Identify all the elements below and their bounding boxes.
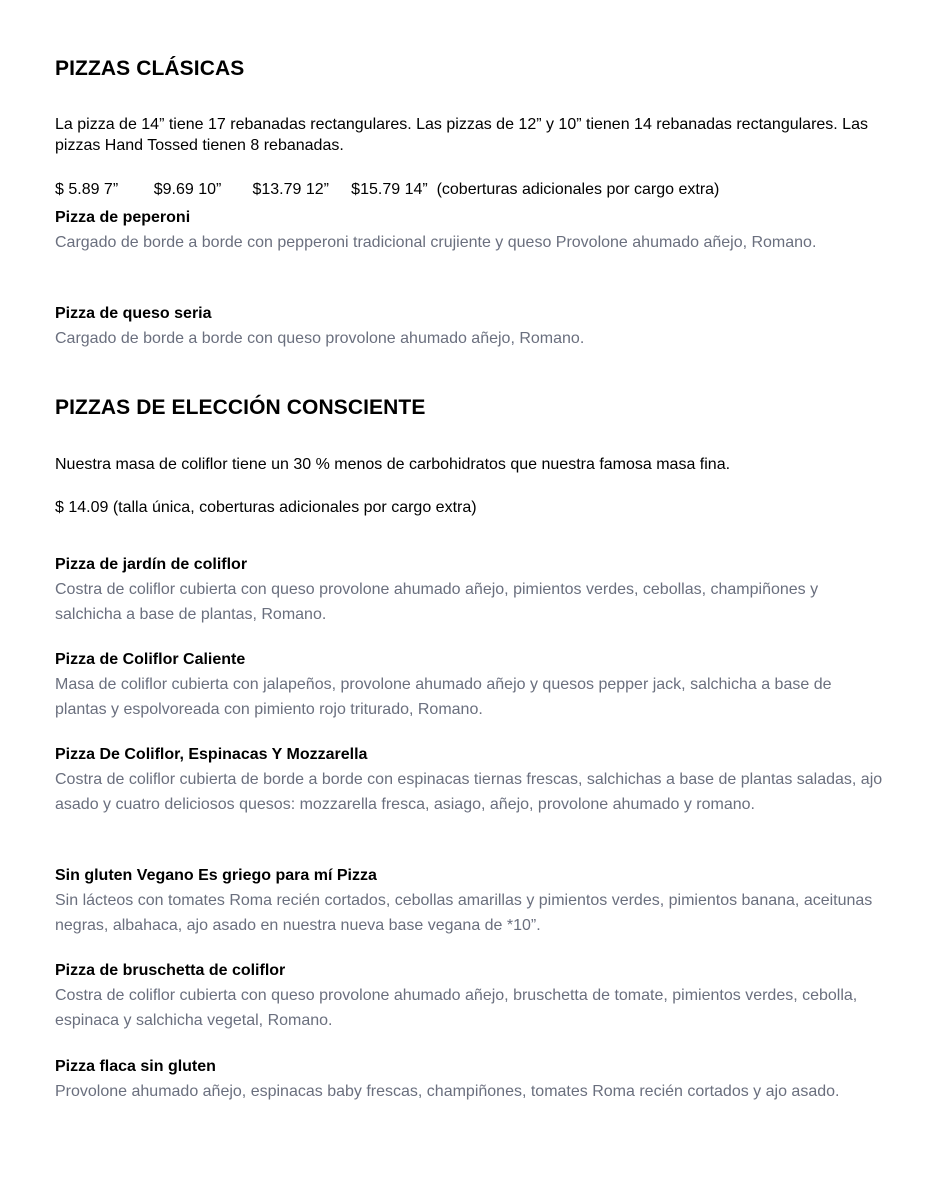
item-description: Costra de coliflor cubierta con queso provolone ahumado añejo, pimientos verdes, cebollas, champiñones y salchicha a base de plantas, Romano. — [55, 581, 819, 623]
menu-item — [55, 208, 885, 255]
item-description: Costra de coliflor cubierta con queso provolone ahumado añejo, bruschetta de tomate, pimientos verdes, cebolla, espinaca y salchicha vegetal, Romano. — [55, 987, 858, 1029]
menu-item — [55, 1057, 885, 1104]
item-name: Pizza de peperoni — [55, 209, 191, 226]
item-description: Sin lácteos con tomates Roma recién cortados, cebollas amarillas y pimientos verdes, pimientos banana, aceitunas negras, albahaca, ajo asado en nuestra nueva base vegana de *10”. — [55, 892, 873, 934]
conscious-prices: $ 14.09 (talla única, coberturas adicionales por cargo extra) — [55, 499, 477, 516]
section-title-conscious: PIZZAS DE ELECCIÓN CONSCIENTE — [55, 396, 426, 419]
item-name: Pizza De Coliflor, Espinacas Y Mozzarella — [55, 746, 368, 763]
menu-item — [55, 555, 885, 627]
menu-item — [55, 304, 885, 351]
item-name: Pizza flaca sin gluten — [55, 1058, 216, 1075]
item-description: Cargado de borde a borde con queso provolone ahumado añejo, Romano. — [55, 330, 585, 347]
classic-intro: La pizza de 14” tiene 17 rebanadas rectangulares. Las pizzas de 12” y 10” tienen 14 rebanadas rectangulares. Las pizzas Hand Tossed tienen 8 rebanadas. — [55, 116, 868, 154]
section-title-classic: PIZZAS CLÁSICAS — [55, 57, 245, 80]
item-name: Pizza de Coliflor Caliente — [55, 651, 246, 668]
conscious-intro: Nuestra masa de coliflor tiene un 30 % menos de carbohidratos que nuestra famosa masa fina. — [55, 456, 731, 473]
item-name: Pizza de queso seria — [55, 305, 212, 322]
item-description: Provolone ahumado añejo, espinacas baby frescas, champiñones, tomates Roma recién cortados y ajo asado. — [55, 1083, 840, 1100]
menu-item — [55, 745, 885, 817]
menu-item — [55, 650, 885, 722]
menu-item — [55, 961, 885, 1033]
item-name: Pizza de bruschetta de coliflor — [55, 962, 286, 979]
item-description: Cargado de borde a borde con pepperoni tradicional crujiente y queso Provolone ahumado añejo, Romano. — [55, 234, 817, 251]
item-description: Costra de coliflor cubierta de borde a borde con espinacas tiernas frescas, salchichas a base de plantas saladas, ajo asado y cuatro deliciosos quesos: mozzarella fresca, asiago, añejo, provolone ahumado y romano. — [55, 771, 883, 813]
classic-prices: $ 5.89 7” $9.69 10” $13.79 12” $15.79 14” (coberturas adicionales por cargo extra) — [55, 181, 720, 198]
menu-item — [55, 866, 885, 938]
item-name: Pizza de jardín de coliflor — [55, 556, 248, 573]
item-description: Masa de coliflor cubierta con jalapeños, provolone ahumado añejo y quesos pepper jack, salchicha a base de plantas y espolvoreada con pimiento rojo triturado, Romano. — [55, 676, 832, 718]
item-name: Sin gluten Vegano Es griego para mí Pizza — [55, 867, 377, 884]
